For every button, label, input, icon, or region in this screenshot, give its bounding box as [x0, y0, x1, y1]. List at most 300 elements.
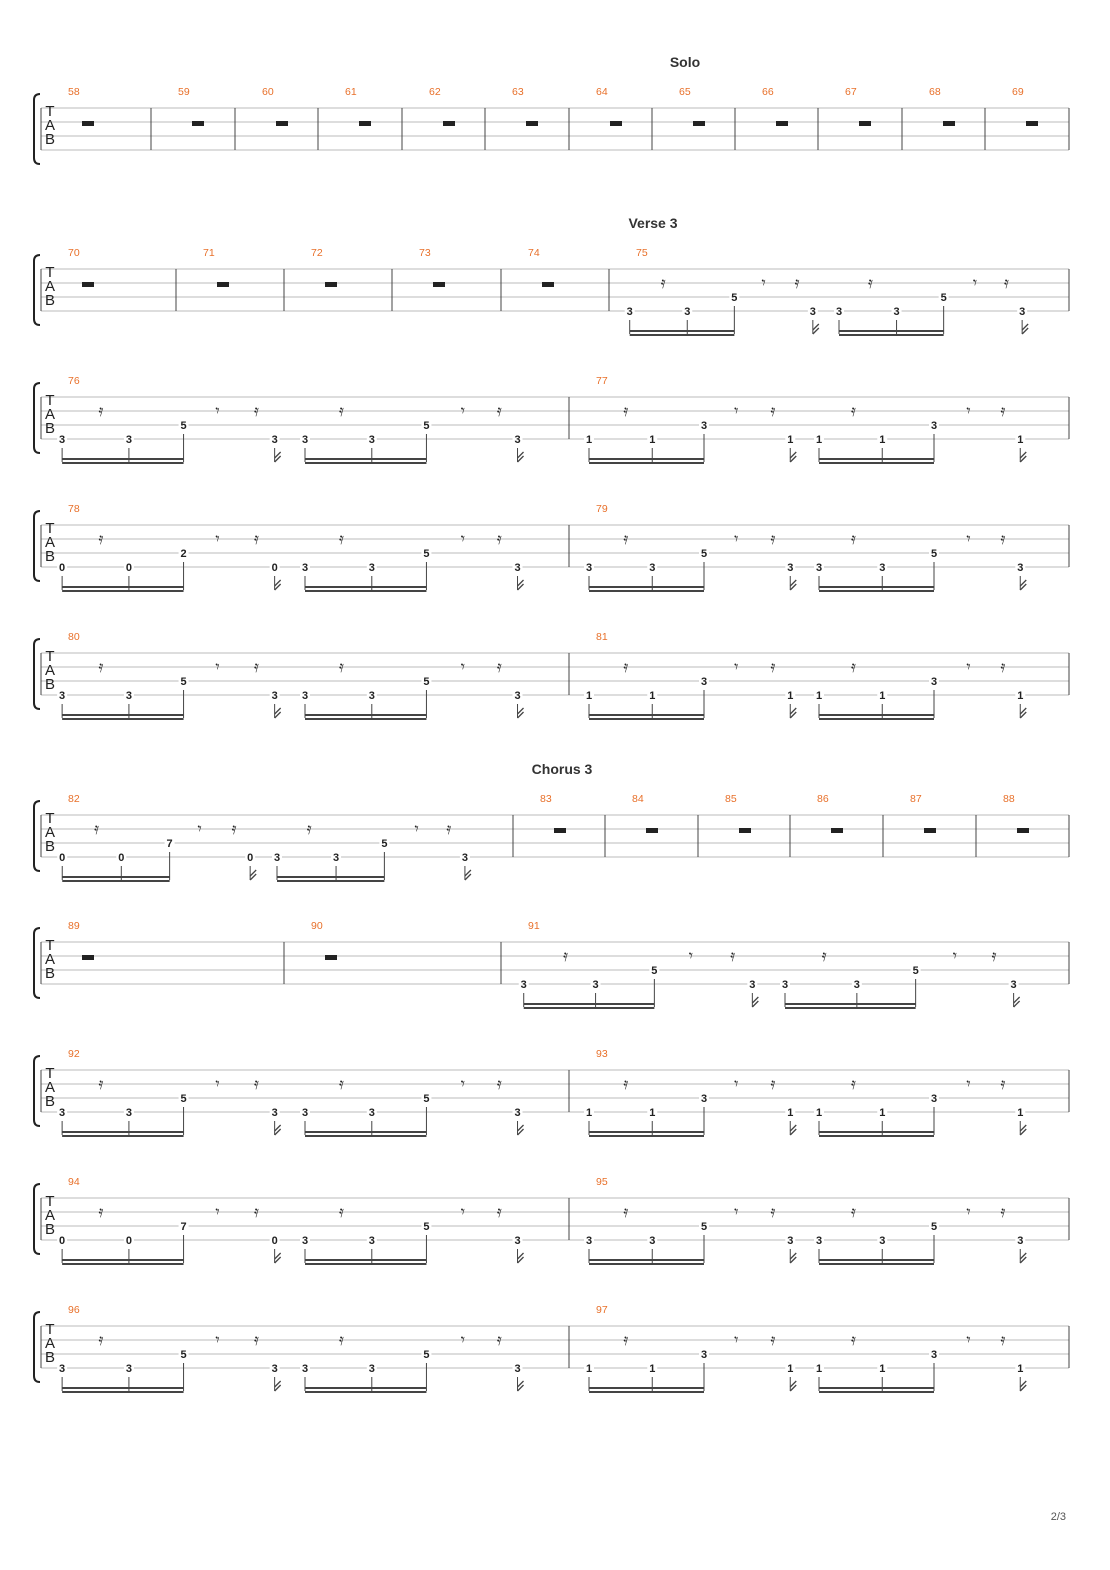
fret-number: 3	[125, 1107, 132, 1119]
sixteenth-rest: 𝄿	[94, 819, 100, 838]
tab-clef-letter: B	[44, 1349, 56, 1366]
eighth-rest: 𝄾	[952, 946, 957, 965]
fret-number: 1	[879, 1363, 886, 1375]
fret-number: 3	[585, 1235, 593, 1247]
beam	[305, 590, 426, 592]
fret-number: 5	[940, 292, 947, 304]
eighth-rest: 𝄾	[966, 529, 971, 548]
eighth-rest: 𝄾	[460, 529, 466, 548]
eighth-rest: 𝄾	[972, 273, 978, 292]
fret-number: 3	[59, 434, 66, 446]
note-flag	[275, 708, 281, 718]
tab-clef-letter: B	[44, 420, 56, 437]
tab-clef-letter: B	[44, 131, 56, 148]
eighth-rest: 𝄾	[460, 1074, 466, 1093]
sixteenth-rest: 𝄿	[991, 946, 997, 965]
eighth-rest: 𝄾	[215, 529, 220, 548]
fret-number: 5	[180, 1093, 187, 1105]
system-bracket	[34, 511, 40, 581]
sixteenth-rest: 𝄿	[253, 1330, 259, 1349]
fret-number: 3	[1019, 306, 1026, 318]
bar-number: 85	[725, 793, 737, 805]
bar-number: 71	[203, 247, 215, 259]
fret-number: 3	[835, 306, 843, 318]
beam	[305, 714, 426, 716]
bar-number: 61	[345, 86, 357, 98]
beam	[589, 462, 704, 464]
fret-number: 1	[1017, 1363, 1024, 1375]
sixteenth-rest: 𝄿	[794, 273, 800, 292]
fret-number: 3	[301, 690, 309, 702]
note-flag	[518, 1253, 524, 1263]
fret-number: 1	[1017, 690, 1024, 702]
tab-clef-letter: A	[44, 1335, 56, 1352]
sixteenth-rest: 𝄿	[1000, 1074, 1006, 1093]
fret-number: 5	[423, 1093, 430, 1105]
fret-number: 5	[731, 292, 738, 304]
beam	[819, 458, 934, 460]
sixteenth-rest: 𝄿	[338, 529, 344, 548]
system-bracket	[34, 639, 40, 709]
bar-number: 83	[540, 793, 552, 805]
bar-number: 70	[68, 247, 80, 259]
bar-number: 91	[528, 920, 540, 932]
fret-number: 3	[787, 1235, 794, 1247]
fret-number: 1	[1017, 434, 1024, 446]
fret-number: 2	[180, 548, 187, 560]
eighth-rest: 𝄾	[215, 401, 220, 420]
sixteenth-rest: 𝄿	[623, 529, 629, 548]
fret-number: 3	[514, 690, 521, 702]
beam	[305, 462, 426, 464]
tab-clef-letter: A	[44, 951, 56, 968]
note-flag	[790, 1381, 796, 1391]
tab-clef-letter: A	[44, 534, 56, 551]
bar-number: 74	[528, 247, 540, 259]
half-rest	[1017, 828, 1029, 833]
sixteenth-rest: 𝄿	[623, 1074, 629, 1093]
fret-number: 3	[853, 979, 860, 991]
note-flag	[465, 870, 471, 880]
beam	[819, 718, 934, 720]
note-flag	[1014, 997, 1020, 1007]
fret-number: 3	[332, 852, 340, 864]
beam	[819, 714, 934, 716]
eighth-rest: 𝄾	[966, 1330, 971, 1349]
bar-number: 64	[596, 86, 608, 98]
half-rest	[943, 121, 955, 126]
note-flag	[813, 324, 819, 334]
beam	[589, 718, 704, 720]
beam	[305, 586, 426, 588]
fret-number: 3	[893, 306, 900, 318]
beam	[524, 1007, 655, 1009]
fret-number: 3	[514, 434, 521, 446]
half-rest	[325, 955, 337, 960]
beam	[589, 1135, 704, 1137]
sixteenth-rest: 𝄿	[623, 657, 629, 676]
tab-clef-letter: A	[44, 278, 56, 295]
tab-clef-letter: B	[44, 838, 56, 855]
eighth-rest: 𝄾	[734, 1202, 739, 1221]
beam	[62, 1387, 183, 1389]
sixteenth-rest: 𝄿	[770, 529, 776, 548]
fret-number: 5	[700, 548, 708, 560]
fret-number: 5	[180, 420, 187, 432]
fret-number: 3	[787, 562, 794, 574]
sixteenth-rest: 𝄿	[1000, 1330, 1006, 1349]
half-rest	[739, 828, 751, 833]
sixteenth-rest: 𝄿	[496, 1202, 502, 1221]
fret-number: 1	[815, 1363, 823, 1375]
note-flag	[790, 708, 796, 718]
fret-number: 3	[684, 306, 691, 318]
tab-clef-letter: T	[45, 810, 55, 827]
sixteenth-rest: 𝄿	[496, 529, 502, 548]
eighth-rest: 𝄾	[460, 401, 466, 420]
beam	[62, 1259, 183, 1261]
fret-number: 1	[787, 690, 794, 702]
sixteenth-rest: 𝄿	[446, 819, 452, 838]
bar-number: 88	[1003, 793, 1015, 805]
beam	[819, 1391, 934, 1393]
bar-number: 68	[929, 86, 941, 98]
sixteenth-rest: 𝄿	[563, 946, 568, 965]
system-bracket	[34, 1056, 40, 1126]
fret-number: 3	[700, 1093, 708, 1105]
fret-number: 3	[809, 306, 816, 318]
half-rest	[1026, 121, 1038, 126]
tab-clef-letter: A	[44, 117, 56, 134]
beam	[305, 1263, 426, 1265]
note-flag	[752, 997, 758, 1007]
fret-number: 3	[1017, 1235, 1024, 1247]
eighth-rest: 𝄾	[460, 657, 466, 676]
bar-number: 75	[636, 247, 648, 259]
beam	[589, 1131, 704, 1133]
eighth-rest: 𝄾	[734, 657, 739, 676]
bar-number: 73	[419, 247, 431, 259]
eighth-rest: 𝄾	[460, 1202, 466, 1221]
bar-number: 81	[596, 631, 608, 643]
beam	[819, 590, 934, 592]
sixteenth-rest: 𝄿	[851, 401, 856, 420]
fret-number: 1	[787, 1107, 794, 1119]
half-rest	[82, 282, 94, 287]
beam	[785, 1007, 916, 1009]
tab-clef-letter: B	[44, 292, 56, 309]
bar-number: 76	[68, 375, 80, 387]
beam	[589, 1259, 704, 1261]
half-rest	[542, 282, 554, 287]
sixteenth-rest: 𝄿	[231, 819, 237, 838]
beam	[305, 1391, 426, 1393]
bar-number: 59	[178, 86, 190, 98]
tab-clef-letter: A	[44, 1079, 56, 1096]
beam	[305, 1387, 426, 1389]
fret-number: 3	[879, 1235, 886, 1247]
half-rest	[359, 121, 371, 126]
note-flag	[1020, 1125, 1026, 1135]
sixteenth-rest: 𝄿	[253, 529, 259, 548]
half-rest	[859, 121, 871, 126]
beam	[589, 458, 704, 460]
sixteenth-rest: 𝄿	[338, 1202, 344, 1221]
fret-number: 5	[930, 1221, 938, 1233]
fret-number: 3	[271, 1363, 278, 1375]
sixteenth-rest: 𝄿	[496, 1074, 502, 1093]
sixteenth-rest: 𝄿	[867, 273, 873, 292]
bar-number: 67	[845, 86, 857, 98]
fret-number: 3	[273, 852, 281, 864]
eighth-rest: 𝄾	[966, 1074, 971, 1093]
tab-clef-letter: T	[45, 103, 55, 120]
bar-number: 87	[910, 793, 922, 805]
note-flag	[790, 580, 796, 590]
eighth-rest: 𝄾	[215, 1330, 220, 1349]
half-rest	[646, 828, 658, 833]
note-flag	[275, 1125, 281, 1135]
sixteenth-rest: 𝄿	[98, 529, 104, 548]
bar-number: 66	[762, 86, 774, 98]
bar-number: 82	[68, 793, 80, 805]
note-flag	[790, 1125, 796, 1135]
bar-number: 84	[632, 793, 644, 805]
eighth-rest: 𝄾	[966, 657, 971, 676]
fret-number: 3	[59, 690, 66, 702]
half-rest	[217, 282, 229, 287]
bar-number: 90	[311, 920, 323, 932]
sixteenth-rest: 𝄿	[821, 946, 827, 965]
bar-number: 62	[429, 86, 441, 98]
note-flag	[518, 452, 524, 462]
sixteenth-rest: 𝄿	[496, 1330, 502, 1349]
eighth-rest: 𝄾	[966, 401, 971, 420]
fret-number: 3	[700, 420, 708, 432]
fret-number: 3	[301, 1235, 309, 1247]
bar-number: 60	[262, 86, 274, 98]
sixteenth-rest: 𝄿	[770, 657, 776, 676]
beam	[277, 876, 384, 878]
fret-number: 5	[423, 676, 430, 688]
fret-number: 5	[651, 965, 658, 977]
beam	[62, 714, 183, 716]
fret-number: 0	[118, 852, 125, 864]
fret-number: 3	[700, 676, 708, 688]
system-bracket	[34, 1312, 40, 1382]
sixteenth-rest: 𝄿	[623, 1202, 629, 1221]
fret-number: 3	[125, 1363, 132, 1375]
beam	[819, 1135, 934, 1137]
fret-number: 3	[271, 434, 278, 446]
fret-number: 3	[301, 434, 309, 446]
fret-number: 0	[59, 1235, 66, 1247]
fret-number: 3	[301, 1363, 309, 1375]
fret-number: 3	[59, 1363, 66, 1375]
fret-number: 1	[787, 1363, 794, 1375]
fret-number: 3	[368, 1235, 375, 1247]
fret-number: 5	[180, 1349, 187, 1361]
beam	[62, 1131, 183, 1133]
sixteenth-rest: 𝄿	[1003, 273, 1009, 292]
beam	[819, 586, 934, 588]
system-bracket	[34, 928, 40, 998]
fret-number: 3	[1010, 979, 1017, 991]
note-flag	[275, 1381, 281, 1391]
note-flag	[790, 1253, 796, 1263]
fret-number: 5	[423, 548, 430, 560]
system-bracket	[34, 383, 40, 453]
fret-number: 3	[368, 1363, 375, 1375]
beam	[62, 1391, 183, 1393]
fret-number: 3	[514, 1363, 521, 1375]
tab-clef-letter: A	[44, 662, 56, 679]
bar-number: 63	[512, 86, 524, 98]
fret-number: 1	[879, 1107, 886, 1119]
system-bracket	[34, 255, 40, 325]
beam	[62, 718, 183, 720]
sixteenth-rest: 𝄿	[338, 1330, 344, 1349]
tab-clef-letter: T	[45, 648, 55, 665]
half-rest	[276, 121, 288, 126]
beam	[819, 462, 934, 464]
bar-number: 72	[311, 247, 323, 259]
fret-number: 3	[879, 562, 886, 574]
system-bracket	[34, 94, 40, 164]
beam	[524, 1003, 655, 1005]
eighth-rest: 𝄾	[460, 1330, 466, 1349]
fret-number: 0	[125, 562, 132, 574]
fret-number: 3	[368, 690, 375, 702]
tab-clef-letter: B	[44, 1221, 56, 1238]
sixteenth-rest: 𝄿	[851, 657, 856, 676]
fret-number: 3	[592, 979, 599, 991]
beam	[589, 1387, 704, 1389]
sixteenth-rest: 𝄿	[338, 657, 344, 676]
fret-number: 3	[461, 852, 468, 864]
half-rest	[325, 282, 337, 287]
half-rest	[82, 955, 94, 960]
fret-number: 3	[930, 1093, 938, 1105]
beam	[305, 1135, 426, 1137]
fret-number: 0	[271, 1235, 278, 1247]
fret-number: 3	[930, 420, 938, 432]
sixteenth-rest: 𝄿	[851, 529, 856, 548]
fret-number: 3	[368, 1107, 375, 1119]
tab-clef-letter: B	[44, 548, 56, 565]
beam	[589, 590, 704, 592]
half-rest	[192, 121, 204, 126]
fret-number: 1	[815, 1107, 823, 1119]
fret-number: 5	[423, 1221, 430, 1233]
fret-number: 3	[781, 979, 789, 991]
beam	[630, 334, 735, 336]
system-bracket	[34, 1184, 40, 1254]
beam	[305, 718, 426, 720]
sixteenth-rest: 𝄿	[496, 401, 502, 420]
note-flag	[1022, 324, 1028, 334]
sixteenth-rest: 𝄿	[770, 1202, 776, 1221]
sixteenth-rest: 𝄿	[851, 1330, 856, 1349]
eighth-rest: 𝄾	[966, 1202, 971, 1221]
fret-number: 3	[649, 562, 656, 574]
eighth-rest: 𝄾	[761, 273, 766, 292]
sixteenth-rest: 𝄿	[98, 401, 104, 420]
beam	[62, 586, 183, 588]
note-flag	[275, 580, 281, 590]
fret-number: 0	[271, 562, 278, 574]
eighth-rest: 𝄾	[197, 819, 202, 838]
note-flag	[1020, 580, 1026, 590]
note-flag	[275, 1253, 281, 1263]
bar-number: 80	[68, 631, 80, 643]
fret-number: 1	[649, 690, 656, 702]
fret-number: 1	[1017, 1107, 1024, 1119]
sixteenth-rest: 𝄿	[770, 1330, 776, 1349]
half-rest	[526, 121, 538, 126]
bar-number: 93	[596, 1048, 608, 1060]
fret-number: 3	[700, 1349, 708, 1361]
fret-number: 1	[649, 1363, 656, 1375]
note-flag	[518, 708, 524, 718]
eighth-rest: 𝄾	[734, 1330, 739, 1349]
fret-number: 3	[626, 306, 633, 318]
fret-number: 3	[125, 690, 132, 702]
fret-number: 1	[585, 1363, 593, 1375]
fret-number: 5	[423, 420, 430, 432]
sixteenth-rest: 𝄿	[851, 1202, 856, 1221]
beam	[62, 590, 183, 592]
beam	[589, 1391, 704, 1393]
system-bracket	[34, 801, 40, 871]
sixteenth-rest: 𝄿	[253, 1074, 259, 1093]
fret-number: 3	[59, 1107, 66, 1119]
fret-number: 3	[930, 676, 938, 688]
eighth-rest: 𝄾	[734, 529, 739, 548]
beam	[589, 1263, 704, 1265]
sixteenth-rest: 𝄿	[338, 401, 344, 420]
beam	[62, 880, 169, 882]
sixteenth-rest: 𝄿	[770, 1074, 776, 1093]
fret-number: 5	[912, 965, 919, 977]
fret-number: 1	[585, 434, 593, 446]
fret-number: 1	[879, 690, 886, 702]
tab-clef-letter: A	[44, 824, 56, 841]
bar-number: 96	[68, 1304, 80, 1316]
fret-number: 1	[585, 690, 593, 702]
fret-number: 3	[301, 562, 309, 574]
fret-number: 3	[520, 979, 527, 991]
eighth-rest: 𝄾	[734, 1074, 739, 1093]
half-rest	[776, 121, 788, 126]
beam	[819, 1131, 934, 1133]
fret-number: 1	[649, 434, 656, 446]
sixteenth-rest: 𝄿	[98, 1074, 104, 1093]
fret-number: 3	[930, 1349, 938, 1361]
fret-number: 3	[815, 1235, 823, 1247]
fret-number: 1	[649, 1107, 656, 1119]
half-rest	[554, 828, 566, 833]
fret-number: 0	[125, 1235, 132, 1247]
tab-clef-letter: T	[45, 520, 55, 537]
fret-number: 1	[879, 434, 886, 446]
bar-number: 86	[817, 793, 829, 805]
tab-clef-letter: T	[45, 264, 55, 281]
sixteenth-rest: 𝄿	[1000, 657, 1006, 676]
fret-number: 3	[514, 1235, 521, 1247]
sixteenth-rest: 𝄿	[306, 819, 312, 838]
fret-number: 3	[815, 562, 823, 574]
